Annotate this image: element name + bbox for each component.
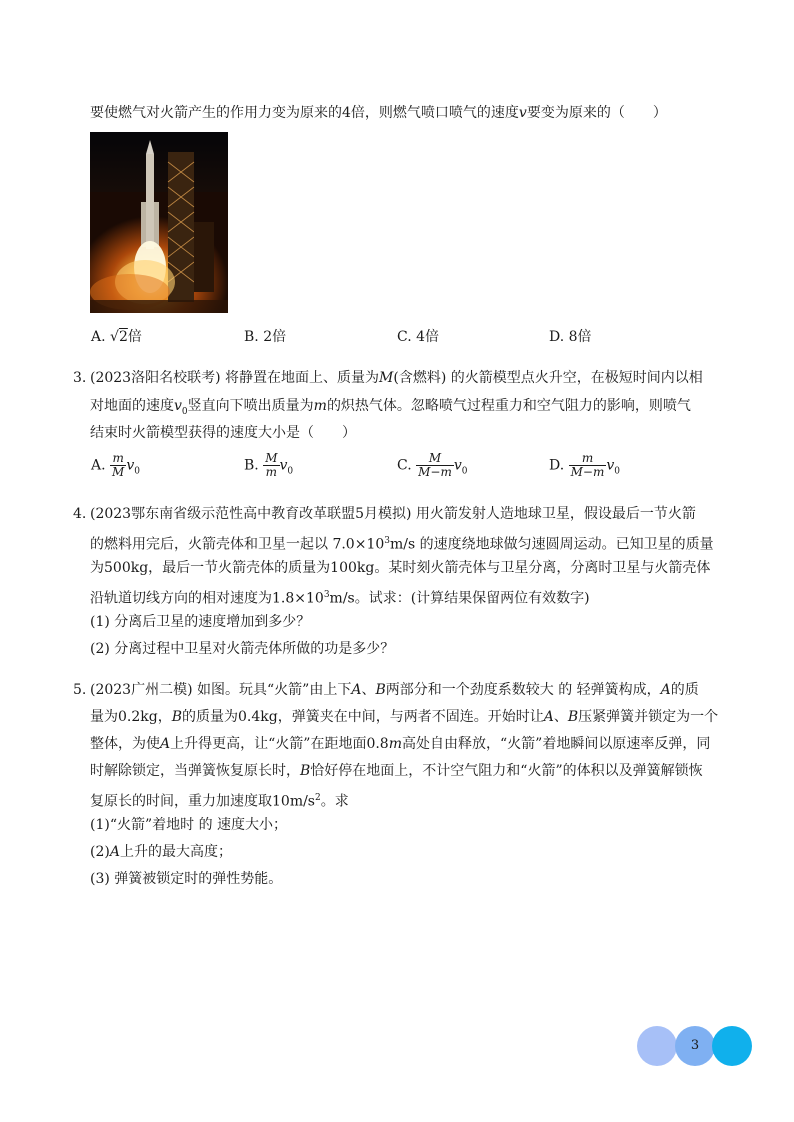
q2-stem-line: 要使燃气对火箭产生的作用力变为原来的4倍，则燃气喷口喷气的速度v要变为原来的（ ） <box>90 105 667 121</box>
q3-number: 3. <box>73 370 87 386</box>
page-number: 3 <box>690 1038 700 1053</box>
q3-stem-line-3: 结束时火箭模型获得的速度大小是（ ） <box>90 425 356 441</box>
q4-number: 4. <box>73 506 87 522</box>
q3-option-b: B. $\frac{M}{m}$ $v_0$ <box>244 451 294 479</box>
q3-stem-line-2: 对地面的速度$v_0$竖直向下喷出质量为m的炽热气体。忽略喷气过程重力和空气阻力的影响，则喷气 <box>90 398 691 417</box>
q3-option-d: D. $\frac{m}{M-m}$ $v_0$ <box>549 451 621 479</box>
q2-option-b: B. 2倍 <box>244 329 287 345</box>
rocket-launch-photo <box>90 132 228 313</box>
q5-stem-line-5: 复原长的时间，重力加速度取$10m/s^2$。求 <box>90 793 349 810</box>
q5-stem-line-1: (2023广州二模) 如图。玩具“火箭”由上下A、B两部分和一个劲度系数较大 的 轻弹簧构成，A的质 <box>90 682 699 698</box>
q3-option-a: A. $\frac{m}{M}$ $v_0$ <box>91 451 140 479</box>
page-badge-circle-left <box>637 1026 677 1066</box>
q2-option-a: A. √2倍 <box>91 329 142 345</box>
q5-number: 5. <box>73 682 87 698</box>
q4-stem-line-2: 的燃料用完后，火箭壳体和卫星一起以 $7.0\times 10^3m/s$ 的速度绕地球做匀速圆周运动。已知卫星的质量 <box>90 536 714 553</box>
q3-stem-line-1: (2023洛阳名校联考) 将静置在地面上、质量为M(含燃料) 的火箭模型点火升空，在极短时间内以相 <box>90 370 703 386</box>
q4-stem-line-3: 为500kg，最后一节火箭壳体的质量为100kg。某时刻火箭壳体与卫星分离，分离时卫星与火箭壳体 <box>90 560 711 576</box>
q5-stem-line-3: 整体，为使A上升得更高，让“火箭”在距地面0.8m高处自由释放，“火箭”着地瞬间以原速率反弹，同 <box>90 736 711 752</box>
q4-sub-question-1: (1) 分离后卫星的速度增加到多少？ <box>90 614 311 630</box>
q2-option-c: C. 4倍 <box>397 329 440 345</box>
q5-sub-question-3: (3) 弹簧被锁定时的弹性势能。 <box>90 871 283 887</box>
q5-sub-question-1: (1)“火箭”着地时 的 速度大小； <box>90 817 288 833</box>
q5-stem-line-2: 量为0.2kg，B的质量为0.4kg，弹簧夹在中间，与两者不固连。开始时让A、B压紧弹簧并锁定为一个 <box>90 709 719 725</box>
q3-option-c: C. $\frac{M}{M-m}$ $v_0$ <box>397 451 468 479</box>
q4-sub-question-2: (2) 分离过程中卫星对火箭壳体所做的功是多少？ <box>90 641 395 657</box>
q5-sub-question-2: (2)A上升的最大高度； <box>90 844 232 860</box>
page-badge-circle-right <box>712 1026 752 1066</box>
q4-stem-line-4: 沿轨道切线方向的相对速度为$1.8\times 10^3m/s$。试求：(计算结果保留两位有效数字) <box>90 590 590 607</box>
q5-stem-line-4: 时解除锁定，当弹簧恢复原长时，B恰好停在地面上，不计空气阻力和“火箭”的体积以及弹簧解锁恢 <box>90 763 703 779</box>
q4-stem-line-1: (2023鄂东南省级示范性高中教育改革联盟5月模拟) 用火箭发射人造地球卫星，假设最后一节火箭 <box>90 506 696 522</box>
q2-option-d: D. 8倍 <box>549 329 592 345</box>
